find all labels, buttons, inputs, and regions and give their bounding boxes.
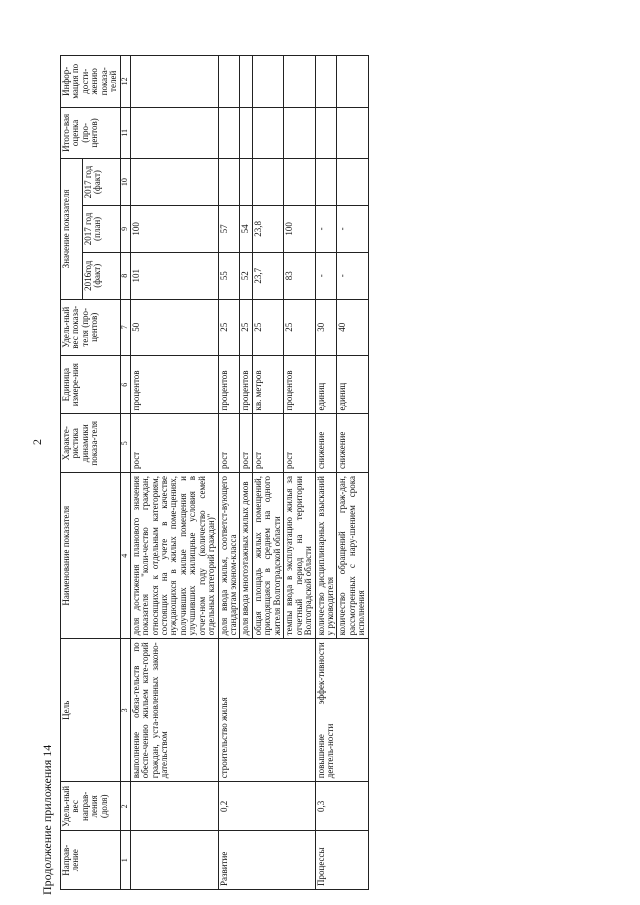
cell-indicator-weight: 50 (130, 299, 218, 355)
cell-total (284, 107, 315, 159)
cell-dynamics: рост (130, 414, 218, 473)
cell-indicator: количество дисциплинарных взысканий у руководителя (315, 473, 337, 639)
cell-indicator-weight: 40 (337, 299, 368, 355)
table-row (284, 56, 315, 890)
cell-direction (252, 831, 283, 890)
cell-direction (240, 831, 252, 890)
col-number: 3 (120, 639, 130, 782)
cell-dynamics: рост (218, 414, 240, 473)
cell-unit: единиц (337, 355, 368, 414)
cell-indicator: доля ввода многоэтажных жилых домов (240, 473, 252, 639)
cell-direction: Процессы (315, 831, 337, 890)
cell-goal: строительство жилья (218, 639, 240, 782)
header-2017-fact: 2017 год (факт) (82, 159, 120, 206)
cell-weight: 0,2 (218, 782, 240, 831)
cell-weight (252, 782, 283, 831)
cell-dynamics: рост (240, 414, 252, 473)
cell-indicator: общая площадь жилых помещений, приходящаяся в среднем на одного жителя Волгоградской области (252, 473, 283, 639)
cell-2017-plan: 23,8 (252, 206, 283, 253)
header-total: Итого-вая оценка (про-центов) (61, 107, 121, 159)
cell-goal (337, 639, 368, 782)
cell-goal (240, 639, 252, 782)
cell-weight (240, 782, 252, 831)
cell-goal: выполнение обяза-тельств по обеспе-чению жильем кате-горий граждан, уста-новленных законо-дательством (130, 639, 218, 782)
col-number: 6 (120, 355, 130, 414)
cell-dynamics: снижение (337, 414, 368, 473)
table-row (218, 56, 240, 890)
header-dynamics: Характе-ристика динамики показа-теля (61, 414, 121, 473)
header-2016: 2016год (факт) (82, 252, 120, 299)
cell-2017-plan: 54 (240, 206, 252, 253)
cell-total (315, 107, 337, 159)
cell-2017-plan: 100 (284, 206, 315, 253)
table-row (130, 56, 218, 890)
header-info: Инфор-мация по дости-жению показа-телей (61, 56, 121, 108)
appendix-caption: Продолжение приложения 14 (40, 744, 54, 895)
header-row (61, 56, 83, 890)
cell-dynamics: снижение (315, 414, 337, 473)
cell-total (218, 107, 240, 159)
cell-dynamics: рост (284, 414, 315, 473)
cell-2017-plan: 100 (130, 206, 218, 253)
col-number: 9 (120, 206, 130, 253)
col-number: 8 (120, 252, 130, 299)
document-table-area (60, 45, 640, 890)
page-number: 2 (30, 439, 44, 445)
cell-2017-fact (218, 159, 240, 206)
cell-info (284, 56, 315, 108)
cell-2017-fact (252, 159, 283, 206)
cell-2016: - (337, 252, 368, 299)
cell-weight: 0,3 (315, 782, 337, 831)
cell-dynamics: рост (252, 414, 283, 473)
cell-total (130, 107, 218, 159)
header-2017-plan: 2017 год (план) (82, 206, 120, 253)
cell-unit: процентов (284, 355, 315, 414)
cell-2016: 52 (240, 252, 252, 299)
cell-indicator-weight: 25 (218, 299, 240, 355)
cell-direction (130, 831, 218, 890)
cell-total (240, 107, 252, 159)
header-values-group: Значение показателя (61, 159, 83, 300)
col-number: 5 (120, 414, 130, 473)
cell-2017-fact (284, 159, 315, 206)
cell-unit: процентов (130, 355, 218, 414)
cell-2016: 23,7 (252, 252, 283, 299)
cell-2016: 55 (218, 252, 240, 299)
header-direction: Направ-ление (61, 831, 121, 890)
cell-indicator: доля ввода жилья, соответст-вующего стандартам эконом-класса (218, 473, 240, 639)
cell-info (218, 56, 240, 108)
cell-indicator-weight: 25 (252, 299, 283, 355)
cell-indicator-weight: 30 (315, 299, 337, 355)
indicators-table (60, 55, 369, 890)
table-row (240, 56, 252, 890)
cell-2016: 83 (284, 252, 315, 299)
column-numbers-row (120, 56, 130, 890)
table-row (337, 56, 368, 890)
cell-weight (284, 782, 315, 831)
cell-indicator-weight: 25 (240, 299, 252, 355)
cell-weight (337, 782, 368, 831)
cell-info (130, 56, 218, 108)
cell-unit: процентов (240, 355, 252, 414)
cell-2017-plan: - (315, 206, 337, 253)
cell-indicator: темпы ввода в эксплуатацию жилья за отчетный период на территории Волгоградской области (284, 473, 315, 639)
cell-total (252, 107, 283, 159)
cell-weight (130, 782, 218, 831)
cell-2017-fact (130, 159, 218, 206)
header-indicator-weight: Удель-ный вес показа-теля (про-центов) (61, 299, 121, 355)
cell-direction (284, 831, 315, 890)
header-weight: Удель-ный вес направ-ления (доля) (61, 782, 121, 831)
cell-2016: 101 (130, 252, 218, 299)
header-goal: Цель (61, 639, 121, 782)
cell-unit: процентов (218, 355, 240, 414)
col-number: 7 (120, 299, 130, 355)
cell-indicator-weight: 25 (284, 299, 315, 355)
col-number: 11 (120, 107, 130, 159)
table-row (315, 56, 337, 890)
cell-direction (337, 831, 368, 890)
col-number: 10 (120, 159, 130, 206)
cell-2017-fact (337, 159, 368, 206)
cell-unit: кв. метров (252, 355, 283, 414)
cell-2017-fact (315, 159, 337, 206)
cell-2016: - (315, 252, 337, 299)
cell-info (315, 56, 337, 108)
cell-goal: повышение эффек-тивности деятель-ности (315, 639, 337, 782)
cell-unit: единиц (315, 355, 337, 414)
cell-2017-fact (240, 159, 252, 206)
col-number: 1 (120, 831, 130, 890)
col-number: 12 (120, 56, 130, 108)
cell-2017-plan: - (337, 206, 368, 253)
header-unit: Единица измере-ния (61, 355, 121, 414)
cell-info (252, 56, 283, 108)
cell-info (240, 56, 252, 108)
cell-indicator: доля достижения планового значения показателя "коли-чество граждан, относящихся к отдельным категориям, состоящих на учете в качестве нуждающихся в жилых поме-щениях, получивших жилые помещения и улучшивших жилищные условия в отчет-ном году (количество семей отдельных категорий граждан)" (130, 473, 218, 639)
col-number: 4 (120, 473, 130, 639)
col-number: 2 (120, 782, 130, 831)
cell-direction: Развитие (218, 831, 240, 890)
cell-goal (284, 639, 315, 782)
cell-total (337, 107, 368, 159)
header-indicator: Наименование показателя (61, 473, 121, 639)
cell-goal (252, 639, 283, 782)
cell-2017-plan: 57 (218, 206, 240, 253)
table-row (252, 56, 283, 890)
cell-indicator: количество обращений граж-дан, рассмотренных с нару-шением срока исполнения (337, 473, 368, 639)
cell-info (337, 56, 368, 108)
